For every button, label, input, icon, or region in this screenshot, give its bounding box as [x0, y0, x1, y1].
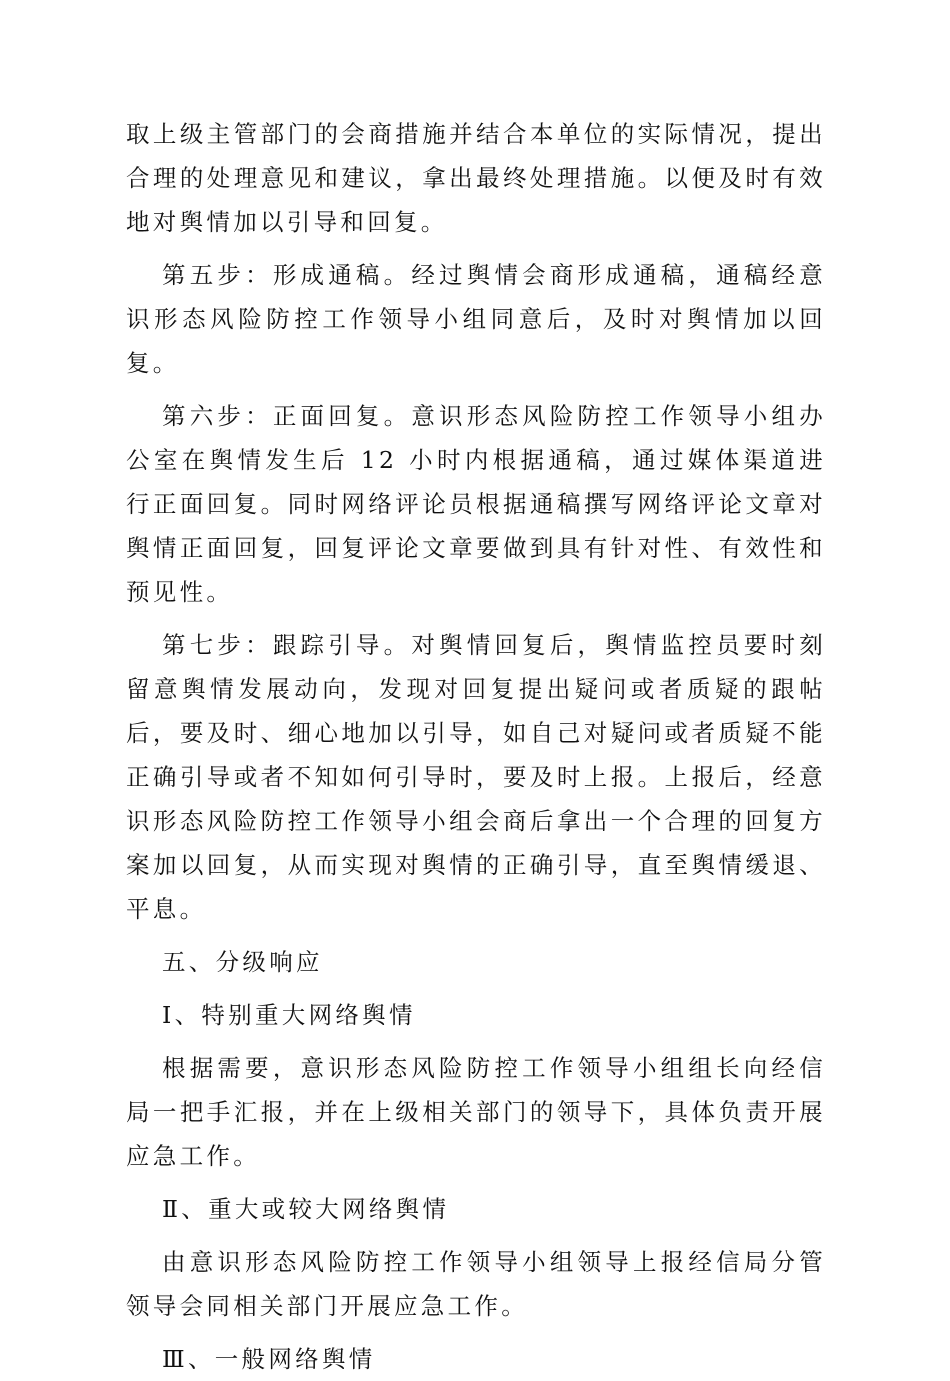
paragraph-continuation: 取上级主管部门的会商措施并结合本单位的实际情况，提出合理的处理意见和建议，拿出最终处理措施。以便及时有效地对舆情加以引导和回复。 — [126, 120, 826, 236]
paragraph-level-one: 根据需要，意识形态风险防控工作领导小组组长向经信局一把手汇报，并在上级相关部门的领导下，具体负责开展应急工作。 — [126, 1054, 826, 1170]
paragraph-level-two: 由意识形态风险防控工作领导小组领导上报经信局分管领导会同相关部门开展应急工作。 — [126, 1248, 826, 1320]
paragraph-step-six: 第六步：正面回复。意识形态风险防控工作领导小组办公室在舆情发生后 12 小时内根据通稿，通过媒体渠道进行正面回复。同时网络评论员根据通稿撰写网络评论文章对舆情正面回复，回复评论文章要做到具有针对性、有效性和预见性。 — [126, 402, 826, 606]
paragraph-step-five: 第五步：形成通稿。经过舆情会商形成通稿，通稿经意识形态风险防控工作领导小组同意后，及时对舆情加以回复。 — [126, 261, 826, 377]
subheading-level-two: Ⅱ、重大或较大网络舆情 — [162, 1195, 450, 1223]
document-page — [126, 112, 826, 1381]
section-heading-graded-response: 五、分级响应 — [162, 948, 323, 976]
subheading-level-three: Ⅲ、一般网络舆情 — [162, 1345, 376, 1373]
subheading-level-one: Ⅰ、特别重大网络舆情 — [162, 1001, 416, 1029]
paragraph-step-seven: 第七步：跟踪引导。对舆情回复后，舆情监控员要时刻留意舆情发展动向，发现对回复提出疑问或者质疑的跟帖后，要及时、细心地加以引导，如自己对疑问或者质疑不能正确引导或者不知如何引导时，要及时上报。上报后，经意识形态风险防控工作领导小组会商后拿出一个合理的回复方案加以回复，从而实现对舆情的正确引导，直至舆情缓退、平息。 — [126, 631, 826, 923]
